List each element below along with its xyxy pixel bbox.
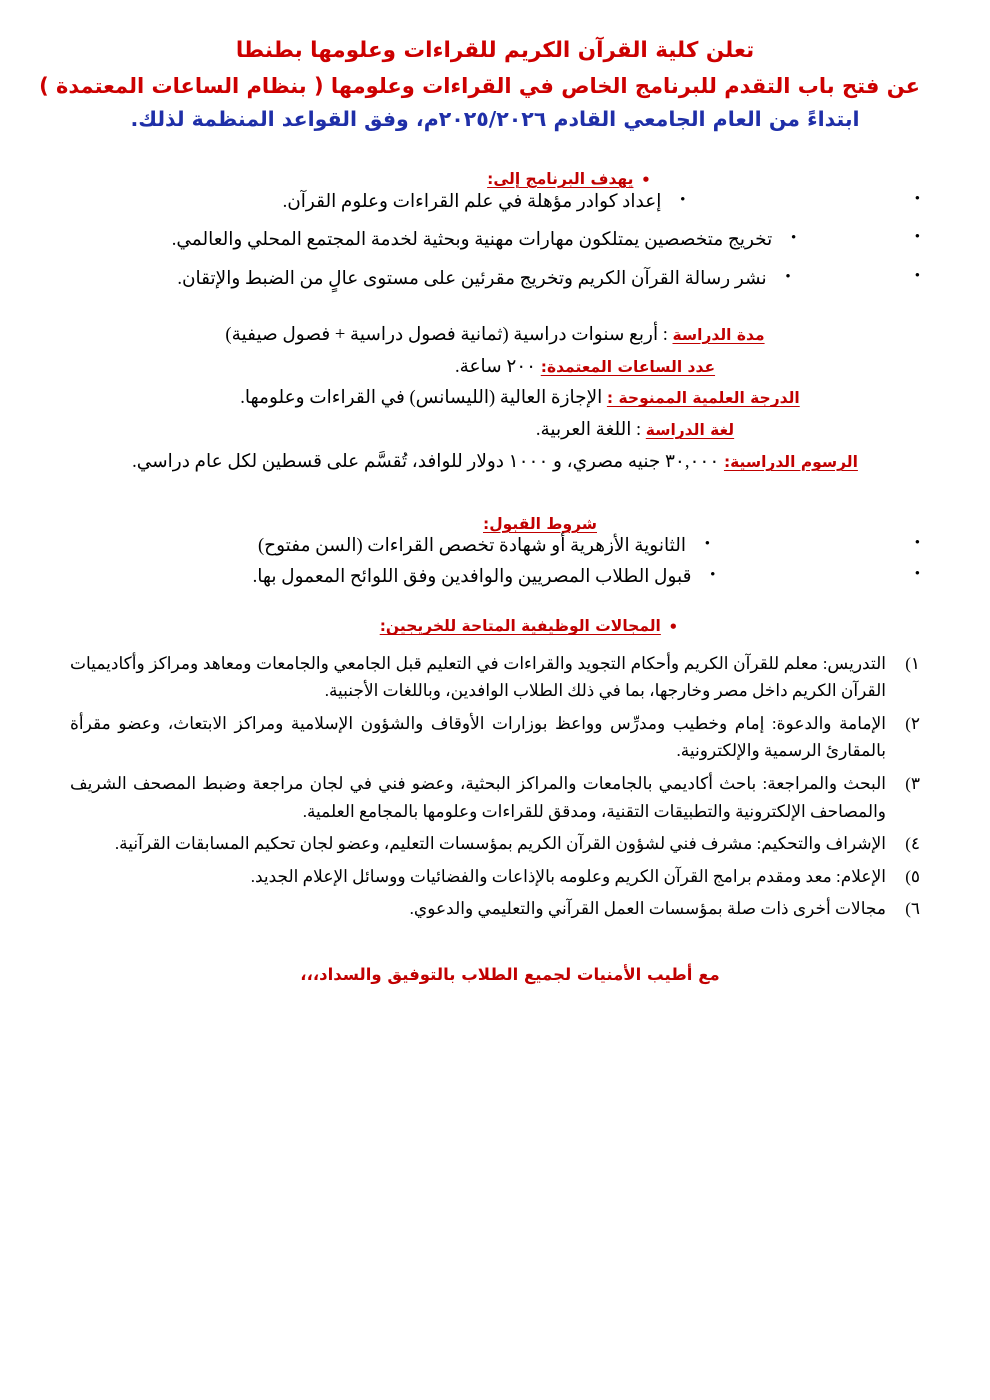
jobs-item-3-number: ٣) [905,773,920,793]
detail-fees [70,447,920,479]
list-item [70,227,920,255]
table-row [70,863,920,891]
detail-duration-label: مدة الدراسة [672,325,765,344]
list-item [70,266,920,294]
goals-heading-label: يهدف البرنامج إلى: [487,170,634,189]
table-row [70,710,920,765]
jobs-heading-label: المجالات الوظيفية المتاحة للخريجين: [379,617,661,636]
table-row [70,830,920,858]
list-item [70,564,920,592]
jobs-heading [70,617,920,636]
title-line-3: ابتداءً من العام الجامعي القادم ٢٠٢٥/٢٠٢٦م، وفق القواعد المنظمة لذلك. [130,106,860,131]
goals-item-1: • إعداد كوادر مؤهلة في علم القراءات وعلوم القرآن. [283,189,686,217]
jobs-item-2-number: ٢) [905,713,920,733]
jobs-item-5-number: ٥) [905,866,920,886]
admission-heading-label: شروط القبول: [483,514,597,533]
jobs-list [70,650,920,923]
detail-credit-hours-label: عدد الساعات المعتمدة: [540,357,716,376]
title-line-2: عن فتح باب التقدم للبرنامج الخاص في القراءات وعلومها ( بنظام الساعات المعتمدة ) [39,73,920,98]
detail-duration [70,320,920,352]
goals-item-3: • نشر رسالة القرآن الكريم وتخريج مقرئين على مستوى عالٍ من الضبط والإتقان. [177,266,790,294]
list-item [70,189,920,217]
detail-language-value: : اللغة العربية. [535,420,646,441]
detail-credit-hours [70,352,920,384]
title-line-1: تعلن كلية القرآن الكريم للقراءات وعلومها بطنطا [235,38,755,63]
jobs-item-6-text: مجالات أخرى ذات صلة بمؤسسات العمل القرآني والتعليمي والدعوي. [409,899,886,919]
detail-degree-label: الدرجة العلمية الممنوحة : [606,389,800,408]
admission-item-2: • قبول الطلاب المصريين والوافدين وفق اللوائح المعمول بها. [253,564,716,592]
goals-list [70,189,920,294]
admission-item-1: • الثانوية الأزهرية أو شهادة تخصص القراءات (السن مفتوح) [258,533,710,561]
detail-fees-label: الرسوم الدراسية: [723,453,858,472]
jobs-item-6-number: ٦) [905,899,920,919]
announcement-title [39,0,920,136]
detail-credit-hours-value: ٢٠٠ ساعة. [454,356,541,377]
admission-heading [70,515,920,533]
admission-list [70,533,920,592]
closing-line: مع أطيب الأمنيات لجميع الطلاب بالتوفيق والسداد،،، [300,964,720,984]
bullet-icon: • [641,170,651,189]
list-item [70,533,920,561]
detail-fees-value: ٣٠,٠٠٠ جنيه مصري، و ١٠٠٠ دولار للوافد، تُقسَّم على قسطين لكل عام دراسي. [132,452,724,473]
detail-degree [70,383,920,415]
jobs-item-1-text: التدريس: معلم للقرآن الكريم وأحكام التجويد والقراءات في التعليم قبل الجامعي والجامعات ومعاهد ومراكز وأكاديميات القرآن الكريم داخل مصر وخارجها، بما في ذلك الطلاب الوافدين، وباللغات الأجنبية. [70,653,886,701]
jobs-item-1-number: ١) [905,653,920,673]
table-row [70,770,920,825]
table-row [70,650,920,705]
goals-heading [70,170,920,189]
bullet-icon: • [668,617,679,636]
detail-degree-value: الإجازة العالية (الليسانس) في القراءات وعلومها. [240,388,607,409]
table-row [70,895,920,923]
jobs-item-5-text: الإعلام: معد ومقدم برامج القرآن الكريم وعلومه بالإذاعات والفضائيات ووسائل الإعلام الجديد. [250,866,886,886]
detail-language-label: لغة الدراسة [645,421,735,440]
jobs-item-4-number: ٤) [905,834,920,854]
program-details [70,320,920,479]
jobs-item-2-text: الإمامة والدعوة: إمام وخطيب ومدرِّس وواعظ بوزارات الأوقاف والشؤون الإسلامية ومراكز الابتعاث، وعضو مقرأة بالمقارئ الرسمية والإلكترونية. [70,713,886,761]
detail-language [70,415,920,447]
jobs-item-3-text: البحث والمراجعة: باحث أكاديمي بالجامعات والمراكز البحثية، وعضو فني في لجان مراجعة وضبط المصحف الشريف والمصاحف الإلكترونية والتطبيقات التقنية، ومدقق للقراءات وعلومها بالمجامع العلمية. [70,773,886,821]
detail-duration-value: : أربع سنوات دراسية (ثمانية فصول دراسية + فصول صيفية) [225,324,673,345]
goals-item-2: • تخريج متخصصين يمتلكون مهارات مهنية وبحثية لخدمة المجتمع المحلي والعالمي. [172,227,797,255]
jobs-item-4-text: الإشراف والتحكيم: مشرف فني لشؤون القرآن الكريم بمؤسسات التعليم، وعضو لجان تحكيم المسابقات القرآنية. [114,834,886,854]
